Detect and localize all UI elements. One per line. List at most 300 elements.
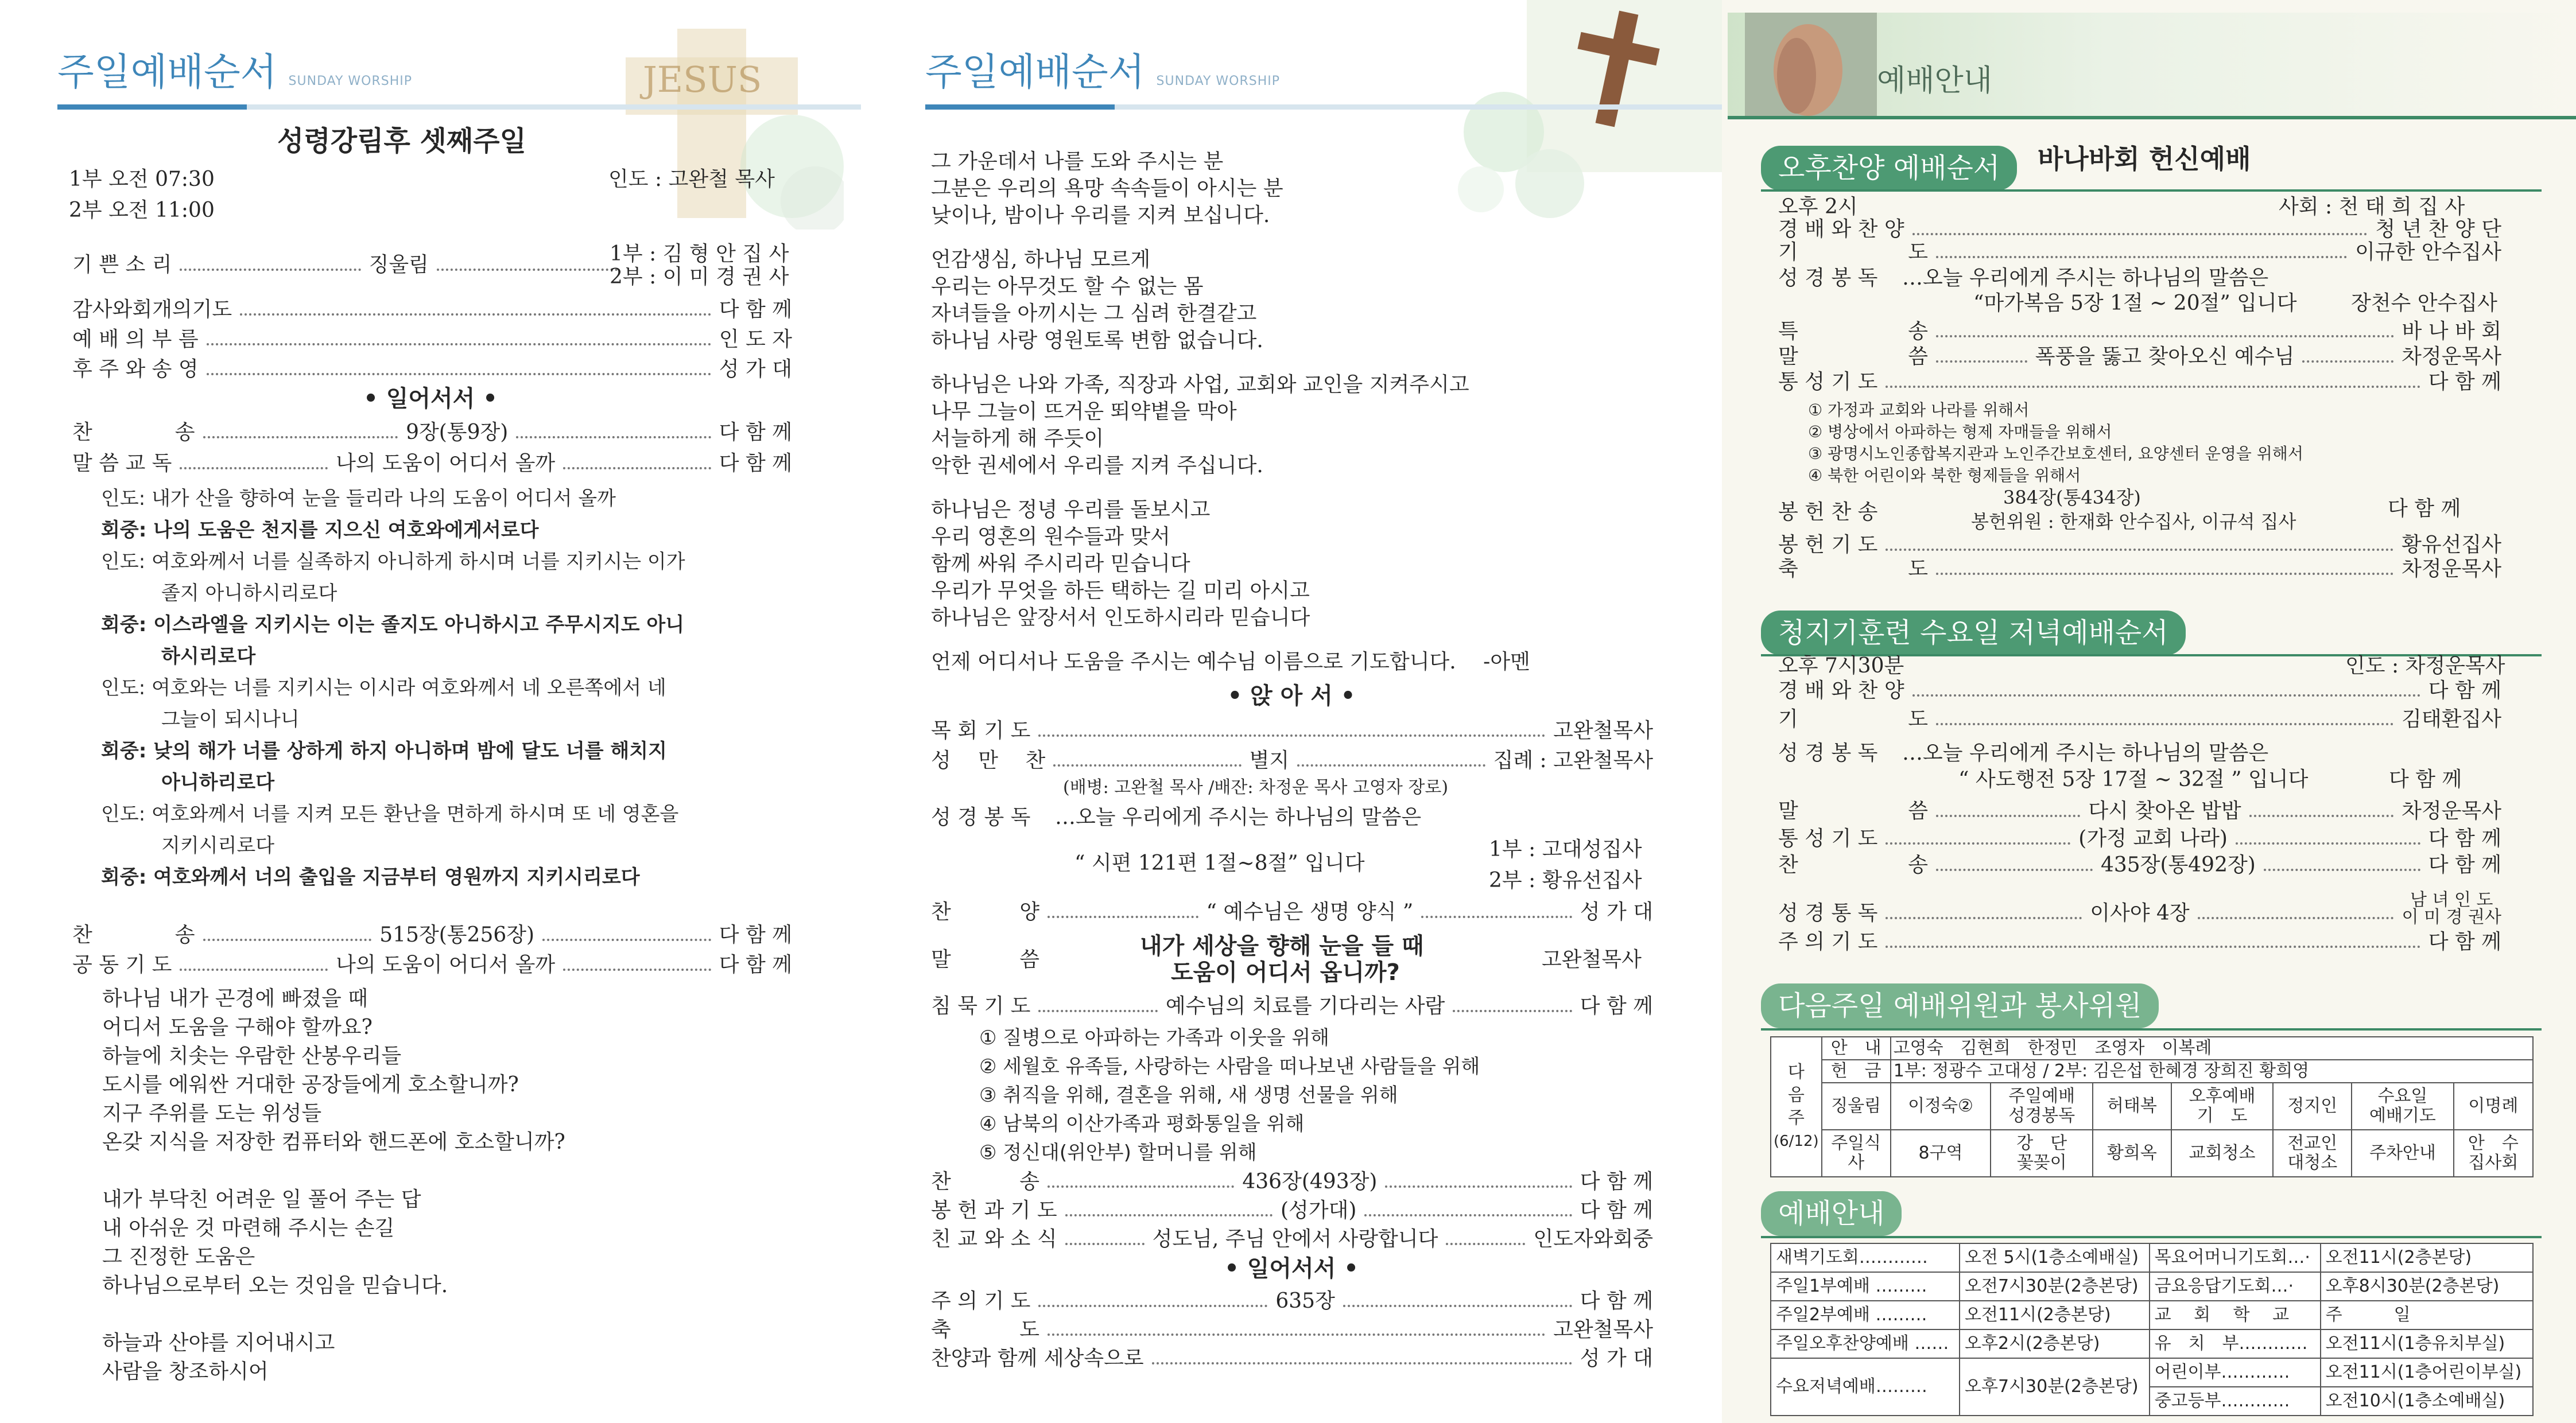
reading-reference: “ 시편 121편 1절~8절” 입니다	[1074, 852, 1365, 875]
item-middle: (가정 교회 나라)	[2078, 827, 2228, 850]
table-cell: 새벽기도회…………	[1771, 1243, 1960, 1272]
prayer-line	[931, 354, 1530, 371]
prayer-line: 함께 싸워 주시리라 믿습니다	[931, 552, 1190, 576]
sermon-preacher: 고완철목사	[1542, 948, 1642, 971]
item-right: 다 함 께	[2428, 930, 2501, 954]
sermon-title-1: 내가 세상을 향해 눈을 들 때	[1140, 933, 1424, 959]
order-item	[1778, 532, 2501, 558]
table-cell: 오후2시(2층본당)	[1960, 1329, 2150, 1358]
prayer-line: 그 진정한 도움은	[102, 1245, 255, 1269]
cross-deco-image	[603, 23, 844, 230]
table-row	[1771, 1243, 2533, 1272]
item-right: 2부 : 이 미 경 권 사	[610, 265, 789, 289]
table-cell: 오전11시(1층어린이부실)	[2321, 1358, 2533, 1387]
table-cell: 오전11시(2층본당)	[1960, 1301, 2150, 1329]
dot-leader	[542, 939, 711, 941]
dot-leader	[1343, 1305, 1572, 1307]
item-right: 성 가 대	[1580, 900, 1654, 924]
header-rule	[925, 104, 1115, 110]
prayer-line: 하나님으로부터 오는 것임을 믿습니다.	[102, 1274, 448, 1297]
item-label: 기 도	[1778, 707, 1928, 731]
dot-leader	[240, 313, 711, 316]
prayer-line: 온갖 지식을 저장한 컴퓨터와 핸드폰에 호소할니까?	[102, 1130, 565, 1154]
wednesday-time: 오후 7시30분	[1778, 654, 1904, 678]
table-cell: 교 회 학 교	[2150, 1301, 2321, 1329]
table-row	[1771, 1301, 2533, 1329]
prayer-line	[102, 1157, 565, 1185]
prayer-line: 낮이나, 밤이나 우리를 지켜 보십니다.	[931, 204, 1270, 227]
table-cell: 주차안내	[2352, 1130, 2454, 1177]
item-middle: 515장(통256장)	[379, 923, 535, 947]
order-item	[72, 420, 792, 445]
reading-label: 성 경 봉 독	[1778, 741, 1878, 765]
order-item	[72, 327, 792, 352]
item-middle: 별지	[1249, 749, 1290, 772]
dot-leader	[207, 343, 711, 345]
dot-leader	[1385, 1185, 1572, 1188]
table-cell: 강 단 꽃꽂이	[1991, 1130, 2093, 1177]
prayer-line: 우리가 무엇을 하든 택하는 길 미리 아시고	[931, 579, 1310, 602]
dot-leader	[1886, 386, 2420, 388]
reading-reader-2: 2부 : 황유선집사	[1489, 869, 1642, 892]
side-char: 주	[1787, 1108, 1805, 1128]
table-cell: 징울림	[1822, 1083, 1891, 1130]
item-right: 집례 : 고완철목사	[1493, 749, 1654, 772]
prayer-line: 하나님 사랑 영원토록 변함 없습니다.	[931, 329, 1263, 352]
service-title: 성령강림후 셋째주일	[277, 125, 527, 157]
order-item	[931, 1317, 1653, 1343]
item-label: 목 회 기 도	[931, 719, 1031, 742]
order-item	[931, 1198, 1653, 1223]
item-middle: 9장(통9장)	[406, 421, 509, 444]
table-cell: 금요응답기도회…·	[2150, 1272, 2321, 1301]
header-title: 주일예배순서	[57, 50, 277, 94]
order-item	[931, 1169, 1653, 1195]
table-cell: 오후예배 기 도	[2171, 1083, 2274, 1130]
reading-line: 회중: 나의 도움은 천지를 지으신 여호와에게서로다	[101, 519, 539, 542]
right-panel	[1722, 0, 2576, 1423]
item-label: 통 성 기 도	[1778, 370, 1878, 394]
reading-reader: 장천수 안수집사	[2351, 291, 2497, 315]
reading-reader-1: 1부 : 고대성집사	[1489, 838, 1642, 861]
dot-leader	[1053, 764, 1241, 767]
header-subtitle: SUNDAY WORSHIP	[288, 74, 413, 88]
dot-leader	[1152, 1362, 1572, 1364]
item-right: 차정운목사	[2402, 345, 2502, 368]
prayer-topic: ③ 광명시노인종합복지관과 노인주간보호센터, 요양센터 운영을 위해서	[1808, 444, 2303, 463]
item-right: 차정운목사	[2402, 557, 2501, 581]
item-label: 경 배 와 찬 양	[1778, 679, 1904, 702]
reading-line: 회중: 이스라엘을 지키시는 이는 졸지도 아니하시고 주무시지도 아니	[101, 613, 685, 636]
item-label: 예 배 의 부 름	[72, 328, 199, 351]
item-label: 후 주 와 송 영	[72, 357, 199, 381]
order-item	[72, 357, 792, 382]
dot-leader	[1936, 335, 2394, 337]
reading-reference: “마가복음 5장 1절 ~ 20절” 입니다	[1973, 291, 2297, 315]
item-label: 침 묵 기 도	[931, 994, 1031, 1018]
item-middle: 성도님, 주님 안에서 사랑합니다	[1152, 1227, 1438, 1251]
prayer-topic: ② 병상에서 아파하는 형제 자매들을 위해서	[1808, 422, 2112, 441]
table-row	[1771, 1037, 2533, 1060]
item-right: 다 함 께	[2428, 679, 2501, 702]
dot-leader	[1065, 1214, 1273, 1216]
table-cell: 목요어머니기도회…·	[2150, 1243, 2321, 1272]
item-middle: “ 예수님은 생명 양식 ”	[1206, 900, 1414, 924]
order-item	[1778, 678, 2501, 703]
dot-leader	[1038, 1305, 1267, 1307]
item-middle: 징울림	[368, 253, 429, 277]
worship-schedule-table	[1770, 1243, 2534, 1416]
dot-leader	[1886, 917, 2082, 919]
order-item	[1778, 853, 2501, 878]
item-middle: (성가대)	[1281, 1199, 1357, 1222]
table-cell: 오전10시(1층소예배실)	[2321, 1387, 2533, 1416]
item-middle: 이사야 4장	[2090, 901, 2190, 925]
table-row	[1771, 1060, 2533, 1083]
table-cell: 오전11시(2층본당)	[2321, 1243, 2533, 1272]
dot-leader	[1886, 842, 2070, 845]
prayer-topic: ④ 북한 어린이와 북한 형제들을 위해서	[1808, 466, 2081, 485]
prayer-line: 악한 권세에서 우리를 지켜 주십니다.	[931, 454, 1263, 477]
order-item	[931, 900, 1653, 925]
item-right: 차정운목사	[2402, 799, 2501, 823]
reading-intro: …오늘 우리에게 주시는 하나님의 말씀은	[1902, 266, 2269, 290]
item-label: 말 씀 교 독	[72, 452, 172, 475]
item-label: 감사와회개의기도	[72, 298, 232, 321]
prayer-line	[931, 229, 1530, 246]
intercession-list	[979, 1024, 1480, 1167]
item-label: 축 도	[931, 1318, 1039, 1342]
dot-leader	[203, 939, 372, 941]
item-right: 다 함 께	[719, 923, 792, 947]
item-right: 다 함 께	[719, 298, 792, 321]
dot-leader	[1364, 1214, 1572, 1216]
page-header	[57, 41, 412, 96]
item-right: 다 함 께	[1580, 1289, 1653, 1313]
item-right: 다 함 께	[2428, 853, 2501, 877]
dot-leader	[1936, 815, 2080, 817]
item-label: 주 의 기 도	[931, 1289, 1031, 1313]
item-label: 공 동 기 도	[72, 953, 172, 977]
item-middle: 635장	[1275, 1289, 1335, 1313]
page-header	[925, 41, 1280, 96]
dot-leader	[1297, 764, 1485, 767]
dot-leader	[180, 269, 360, 271]
item-label: 찬 양	[931, 900, 1039, 924]
item-right: 다 함 께	[719, 421, 793, 444]
table-cell: 허태복	[2093, 1083, 2171, 1130]
item-label: 축 도	[1778, 557, 1928, 581]
prayer-line: 그분은 우리의 욕망 속속들이 아시는 분	[931, 177, 1283, 200]
section-rule	[1761, 1236, 2542, 1238]
table-cell: 수요일 예배기도	[2352, 1083, 2454, 1130]
item-label: 찬 송	[1778, 853, 1928, 877]
reading-line: 그늘이 되시나니	[161, 708, 300, 731]
table-row	[1771, 1358, 2533, 1387]
table-cell: 유 치 부…………	[2150, 1329, 2321, 1358]
dot-leader	[1936, 360, 2027, 363]
next-sunday-tag: 다음주일 예배위원과 봉사위원	[1761, 983, 2159, 1028]
table-cell: 안 수 집사회	[2454, 1130, 2533, 1177]
item-right: 다 함 께	[1580, 1170, 1654, 1193]
item-right: 김태환집사	[2402, 707, 2501, 731]
reading-line: 인도: 여호와는 너를 지키시는 이시라 여호와께서 네 오른쪽에서 네	[101, 676, 666, 699]
afternoon-worship-title: 바나바회 헌신예배	[2038, 143, 2251, 174]
item-right: 바 나 바 회	[2402, 320, 2501, 343]
order-item	[1778, 826, 2501, 852]
item-right: 인 도 자	[719, 328, 792, 351]
dot-leader	[180, 467, 328, 469]
table-cell: 전교인 대청소	[2273, 1130, 2352, 1177]
table-cell: 고영숙 김현희 한정민 조영자 이복례	[1891, 1037, 2533, 1060]
offering-hymn: 384장(통434장)	[2003, 487, 2141, 508]
item-right: 고완철목사	[1553, 1318, 1653, 1342]
order-item	[931, 1289, 1653, 1314]
table-side-label	[1771, 1037, 1822, 1177]
first-service-time: 1부 오전 07:30	[69, 168, 215, 191]
dot-leader	[563, 969, 711, 971]
item-middle: 435장(통492장)	[2100, 853, 2256, 877]
item-right: 다 함 께	[2428, 370, 2501, 394]
order-item	[72, 451, 792, 476]
prayer-line: 하나님은 정녕 우리를 돌보시고	[931, 498, 1211, 522]
dot-leader	[1048, 1333, 1545, 1336]
dot-leader	[1446, 1243, 1525, 1245]
dot-leader	[1912, 694, 2420, 697]
order-item	[1778, 319, 2501, 344]
wednesday-worship-tag: 청지기훈련 수요일 저녁예배순서	[1761, 611, 2186, 655]
reading-label: 성 경 봉 독	[931, 806, 1031, 829]
table-cell: 주일식사	[1822, 1130, 1891, 1177]
item-label: 주 의 기 도	[1778, 930, 1878, 954]
dot-leader	[1912, 233, 2368, 235]
prayer-line	[931, 479, 1530, 496]
dot-leader	[516, 436, 711, 438]
communion-note: (배병: 고완철 목사 /배잔: 차정운 목사 고영자 장로)	[1063, 777, 1449, 798]
item-right: 황유선집사	[2402, 533, 2501, 557]
item-right: 인도자와회중	[1533, 1227, 1653, 1251]
table-cell: 중고등부…………	[2150, 1387, 2321, 1416]
order-item	[1778, 217, 2501, 242]
item-right: 다 함 께	[1580, 994, 1654, 1018]
item-label: 기 도	[1778, 240, 1928, 264]
prayer-continuation	[931, 148, 1530, 675]
reading-line: 인도: 내가 산을 향하여 눈을 들리라 나의 도움이 어디서 올까	[101, 487, 616, 510]
order-item	[1778, 557, 2501, 582]
left-panel	[0, 0, 861, 1423]
reading-label: 성 경 봉 독	[1778, 266, 1878, 290]
prayer-line	[102, 1300, 565, 1329]
table-cell: 주 일	[2321, 1301, 2533, 1329]
item-label: 경 배 와 찬 양	[1778, 217, 1904, 241]
dot-leader	[1065, 1243, 1145, 1245]
reading-line: 하시리로다	[161, 645, 256, 668]
prayer-line: 우리 영혼의 원수들과 맞서	[931, 525, 1170, 549]
prayer-line: 지구 주위를 도는 위성들	[102, 1102, 322, 1125]
dot-leader	[563, 467, 711, 469]
order-item	[72, 923, 792, 948]
item-right: 다 함 께	[719, 452, 792, 475]
item-label: 말 씀	[1778, 799, 1928, 823]
item-right: 성 가 대	[719, 357, 792, 381]
section-rule	[1761, 189, 2542, 192]
prayer-line: 하나님 내가 곤경에 빠졌을 때	[102, 987, 368, 1010]
item-right: 이규한 안수집사	[2355, 240, 2501, 264]
table-cell: 정지인	[2273, 1083, 2352, 1130]
order-item	[1778, 892, 2501, 926]
table-row	[1771, 1272, 2533, 1301]
prayer-topics	[1808, 399, 2303, 487]
reading-line: 졸지 아니하시리로다	[161, 582, 337, 605]
second-service-time: 2부 오전 11:00	[69, 199, 215, 222]
prayer-line: 하나님은 앞장서서 인도하시리라 믿습니다	[931, 606, 1310, 629]
dot-leader	[203, 436, 398, 438]
jesus-deco-text: JESUS	[643, 59, 762, 100]
intercession-item: ① 질병으로 아파하는 가족과 이웃을 위해	[979, 1027, 1330, 1049]
item-middle: 나의 도움이 어디서 올까	[336, 953, 556, 977]
prayer-line: 사람을 창조하시어	[102, 1360, 269, 1383]
reading-line: 아니하리로다	[161, 771, 275, 794]
header-subtitle: SUNDAY WORSHIP	[1156, 74, 1281, 88]
prayer-line: 우리는 아무것도 할 수 없는 몸	[931, 275, 1204, 298]
side-char: 다	[1787, 1062, 1805, 1082]
dot-leader	[1038, 1010, 1157, 1012]
dot-leader	[180, 969, 328, 971]
table-cell: 교회청소	[2171, 1130, 2274, 1177]
header-rule	[57, 104, 247, 110]
item-middle: 나의 도움이 어디서 올까	[336, 452, 556, 475]
sermon-title-2: 도움이 어디서 옵니까?	[1171, 959, 1400, 986]
page-header: 예배안내	[1877, 64, 1992, 98]
afternoon-worship-tag: 오후찬양 예배순서	[1761, 146, 2017, 190]
item-label: 통 성 기 도	[1778, 827, 1878, 850]
order-item	[931, 748, 1653, 773]
dot-leader	[1936, 723, 2393, 725]
item-label: 봉 헌 기 도	[1778, 533, 1878, 557]
dot-leader	[437, 269, 618, 271]
item-middle: 예수님의 치료를 기다리는 사람	[1165, 994, 1445, 1018]
item-right: 다 함 께	[2428, 827, 2502, 850]
wednesday-leader: 인도 : 차정운목사	[2345, 654, 2505, 678]
order-item	[931, 1346, 1653, 1371]
reading-reference: “ 사도행전 5장 17절 ~ 32절 ” 입니다	[1958, 768, 2309, 791]
reading-intro: …오늘 우리에게 주시는 하나님의 말씀은	[1055, 806, 1422, 829]
item-right: 남 녀 인 도 이 미 경 권사	[2402, 890, 2501, 927]
committee-table	[1770, 1036, 2534, 1177]
offering-label: 봉 헌 찬 송	[1778, 500, 1878, 524]
section-rule	[1761, 1028, 2542, 1031]
prayer-line: 서늘하게 해 주듯이	[931, 427, 1104, 450]
order-item	[931, 1227, 1653, 1252]
reading-reader: 다 함 께	[2389, 768, 2462, 791]
dot-leader	[1936, 573, 2393, 575]
prayer-line: 도시를 에워싼 거대한 공장들에게 호소할니까?	[102, 1073, 519, 1097]
table-cell: 주일2부예배 ………	[1771, 1301, 1960, 1329]
table-cell: 헌 금	[1822, 1060, 1891, 1083]
stand-marker: • 일어서서 •	[1224, 1255, 1359, 1282]
item-label: 찬 송	[72, 923, 195, 947]
table-row	[1771, 1329, 2533, 1358]
dot-leader	[1453, 1010, 1572, 1012]
item-label: 찬양과 함께 세상속으로	[931, 1347, 1144, 1370]
reading-line: 인도: 여호와께서 너를 지켜 모든 환난을 면하게 하시며 또 네 영혼을	[101, 803, 679, 826]
table-cell: 오후8시30분(2층본당)	[2321, 1272, 2533, 1301]
reading-line: 회중: 여호와께서 너의 출입을 지금부터 영원까지 지키시리로다	[101, 866, 640, 889]
dot-leader	[1038, 734, 1545, 737]
item-right: 성 가 대	[1580, 1347, 1653, 1370]
header-title: 주일예배순서	[925, 50, 1145, 94]
table-cell: 오전7시30분(2층본당)	[1960, 1272, 2150, 1301]
item-label: 친 교 와 소 식	[931, 1227, 1057, 1251]
item-right: 고완철목사	[1553, 719, 1653, 742]
order-item	[1778, 930, 2501, 955]
table-cell: 오전11시(1층유치부실)	[2321, 1329, 2533, 1358]
prayer-line: 하나님은 나와 가족, 직장과 사업, 교회와 교인을 지켜주시고	[931, 373, 1469, 396]
item-label: 말 씀	[1778, 345, 1928, 368]
item-right: 다 함 께	[719, 953, 792, 977]
middle-panel	[861, 0, 1722, 1423]
dot-leader	[1421, 916, 1572, 918]
table-cell: 1부: 정광수 고대성 / 2부: 김은섭 한혜경 장희진 황희영	[1891, 1060, 2533, 1083]
dot-leader	[1936, 869, 2093, 871]
dot-leader	[1886, 946, 2420, 948]
intercession-item: ④ 남북의 이산가족과 평화통일을 위해	[979, 1113, 1305, 1136]
service-leader: 인도 : 고완철 목사	[608, 168, 775, 191]
item-label: 봉 헌 과 기 도	[931, 1199, 1057, 1222]
order-item	[1778, 370, 2501, 395]
order-item	[72, 952, 792, 978]
offering-committee: 봉헌위원 : 한재화 안수집사, 이규석 집사	[1971, 511, 2296, 532]
dot-leader	[2264, 869, 2420, 871]
afternoon-mc: 사회 : 천 태 희 집 사	[2279, 195, 2465, 219]
item-right: 1부 : 김 형 안 집 사	[610, 242, 789, 266]
item-middle: 다시 찾아온 밥밥	[2088, 799, 2241, 823]
dot-leader	[1886, 549, 2393, 551]
reading-line: 지키시리로다	[161, 834, 275, 857]
dot-leader	[1936, 256, 2347, 258]
table-cell: 황희옥	[2093, 1130, 2171, 1177]
item-label: 성 만 찬	[931, 749, 1046, 772]
item-label: 기 쁜 소 리	[72, 253, 172, 277]
reading-line: 회중: 낮의 해가 너를 상하게 하지 아니하며 밤에 달도 너를 해치지	[101, 740, 667, 763]
item-label: 성 경 통 독	[1778, 901, 1878, 925]
table-row	[1771, 1130, 2533, 1177]
prayer-line: 내 아쉬운 것 마련해 주시는 손길	[102, 1216, 395, 1240]
prayer-line	[931, 631, 1530, 648]
prayer-line: 그 가운데서 나를 도와 주시는 분	[931, 150, 1224, 173]
sermon-label: 말 씀	[931, 948, 1039, 971]
reading-line: 인도: 여호와께서 너를 실족하지 아니하게 하시며 너를 지키시는 이가	[101, 550, 685, 573]
intercession-item: ③ 취직을 위해, 결혼을 위해, 새 생명 선물을 위해	[979, 1084, 1398, 1107]
offering-right: 다 함 께	[2388, 497, 2461, 520]
item-right: 다 함 께	[1580, 1199, 1654, 1222]
side-char: 음	[1787, 1085, 1805, 1105]
intercession-item: ② 세월호 유족들, 사랑하는 사람을 떠나보낸 사람들을 위해	[979, 1055, 1480, 1078]
prayer-line: 자녀들을 아끼시는 그 심려 한결같고	[931, 302, 1257, 325]
table-cell: 이명례	[2454, 1083, 2533, 1130]
table-cell: 주일1부예배 ………	[1771, 1272, 1960, 1301]
reading-intro: …오늘 우리에게 주시는 하나님의 말씀은	[1902, 741, 2269, 765]
prayer-line: 언제 어디서나 도움을 주시는 예수님 이름으로 기도합니다. -아멘	[931, 650, 1530, 674]
table-cell: 8구역	[1891, 1130, 1991, 1177]
order-item	[931, 994, 1653, 1019]
order-item	[1778, 707, 2501, 732]
table-cell: 수요저녁예배………	[1771, 1358, 1960, 1416]
table-cell: 이정숙②	[1891, 1083, 1991, 1130]
responsive-reading	[101, 483, 685, 893]
item-label: 특 송	[1778, 320, 1928, 343]
item-label: 찬 송	[72, 421, 195, 444]
